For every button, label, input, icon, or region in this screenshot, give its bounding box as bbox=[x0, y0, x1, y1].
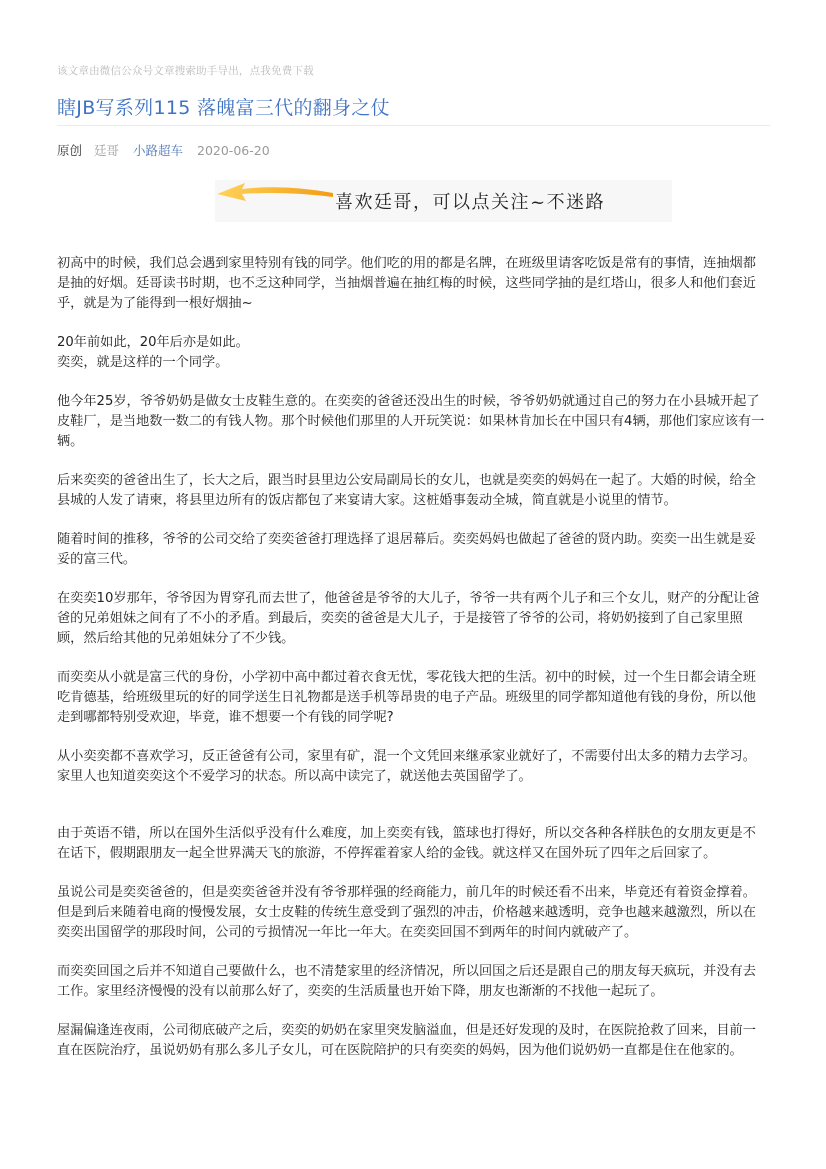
author-name: 廷哥 bbox=[94, 143, 120, 158]
title-divider bbox=[57, 125, 770, 126]
paragraph: 在奕奕10岁那年，爷爷因为胃穿孔而去世了，他爸爸是爷爷的大儿子，爷爷一共有两个儿子和三个女儿，财产的分配让爸爸的兄弟姐妹之间有了不小的矛盾。到最后，奕奕的爸爸是大儿子，于是接管了爷爷的公司，将奶奶接到了自己家里照顾，然后给其他的兄弟姐妹分了不少钱。 bbox=[57, 591, 760, 646]
paragraph: 奕奕，就是这样的一个同学。 bbox=[57, 355, 229, 370]
follow-banner bbox=[215, 180, 672, 222]
paragraph: 屋漏偏逢连夜雨，公司彻底破产之后，奕奕的奶奶在家里突发脑溢血，但是还好发现的及时，在医院抢救了回来，目前一直在医院治疗，虽说奶奶有那么多儿子女儿，可在医院陪护的只有奕奕的妈妈，因为他们说奶奶一直都是住在他家的。 bbox=[57, 1023, 756, 1058]
paragraph: 而奕奕从小就是富三代的身份，小学初中高中都过着衣食无忧，零花钱大把的生活。初中的时候，过一个生日都会请全班吃肯德基，给班级里玩的好的同学送生日礼物都是送手机等昂贵的电子产品。班级里的同学都知道他有钱的身份，所以他走到哪都特别受欢迎，毕竟，谁不想要一个有钱的同学呢? bbox=[57, 670, 756, 725]
article-title: 瞎JB写系列115 落魄富三代的翻身之仗 bbox=[57, 97, 390, 119]
paragraph: 由于英语不错，所以在国外生活似乎没有什么难度，加上奕奕有钱，篮球也打得好，所以交各种各样肤色的女朋友更是不在话下，假期跟朋友一起全世界满天飞的旅游，不停挥霍着家人给的金钱。就这样又在国外玩了四年之后回家了。 bbox=[57, 826, 756, 861]
article-meta bbox=[57, 141, 278, 159]
paragraph: 后来奕奕的爸爸出生了，长大之后，跟当时县里边公安局副局长的女儿，也就是奕奕的妈妈在一起了。大婚的时候，给全县城的人发了请柬，将县里边所有的饭店都包了来宴请大家。这桩婚事轰动全城，简直就是小说里的情节。 bbox=[57, 473, 756, 508]
banner-text: 喜欢廷哥，可以点关注~不迷路 bbox=[335, 192, 606, 213]
paragraph: 他今年25岁，爷爷奶奶是做女士皮鞋生意的。在奕奕的爸爸还没出生的时候，爷爷奶奶就通过自己的努力在小县城开起了皮鞋厂，是当地数一数二的有钱人物。那个时候他们那里的人开玩笑说：如果林肯加长在中国只有4辆，那他们家应该有一辆。 bbox=[57, 394, 765, 449]
publish-date: 2020-06-20 bbox=[197, 143, 270, 158]
account-link[interactable]: 小路超车 bbox=[133, 143, 184, 158]
paragraph: 随着时间的推移，爷爷的公司交给了奕奕爸爸打理选择了退居幕后。奕奕妈妈也做起了爸爸的贤内助。奕奕一出生就是妥妥的富三代。 bbox=[57, 532, 756, 567]
export-notice-link[interactable]: 该文章由微信公众号文章搜索助手导出，点我免费下载 bbox=[57, 65, 314, 77]
paragraph: 虽说公司是奕奕爸爸的，但是奕奕爸爸并没有爷爷那样强的经商能力，前几年的时候还看不出来，毕竟还有着资金撑着。但是到后来随着电商的慢慢发展，女士皮鞋的传统生意受到了强烈的冲击，价格越来越透明，竞争也越来越激烈，所以在奕奕出国留学的那段时间，公司的亏损情况一年比一年大。在奕奕回国不到两年的时间内就破产了。 bbox=[57, 885, 756, 940]
paragraph: 而奕奕回国之后并不知道自己要做什么，也不清楚家里的经济情况，所以回国之后还是跟自己的朋友每天疯玩，并没有去工作。家里经济慢慢的没有以前那么好了，奕奕的生活质量也开始下降，朋友也渐渐的不找他一起玩了。 bbox=[57, 964, 756, 999]
paragraph: 初高中的时候，我们总会遇到家里特别有钱的同学。他们吃的用的都是名牌，在班级里请客吃饭是常有的事情，连抽烟都是抽的好烟。廷哥读书时期，也不乏这种同学，当抽烟普遍在抽红梅的时候，这些同学抽的是红塔山，很多人和他们套近乎，就是为了能得到一根好烟抽~ bbox=[57, 256, 756, 311]
paragraph: 从小奕奕都不喜欢学习，反正爸爸有公司，家里有矿，混一个文凭回来继承家业就好了，不需要付出太多的精力去学习。家里人也知道奕奕这个不爱学习的状态。所以高中读完了，就送他去英国留学了。 bbox=[57, 749, 756, 784]
article-body bbox=[57, 254, 769, 1080]
original-tag: 原创 bbox=[57, 143, 83, 158]
paragraph: 20年前如此，20年后亦是如此。 bbox=[57, 335, 249, 350]
